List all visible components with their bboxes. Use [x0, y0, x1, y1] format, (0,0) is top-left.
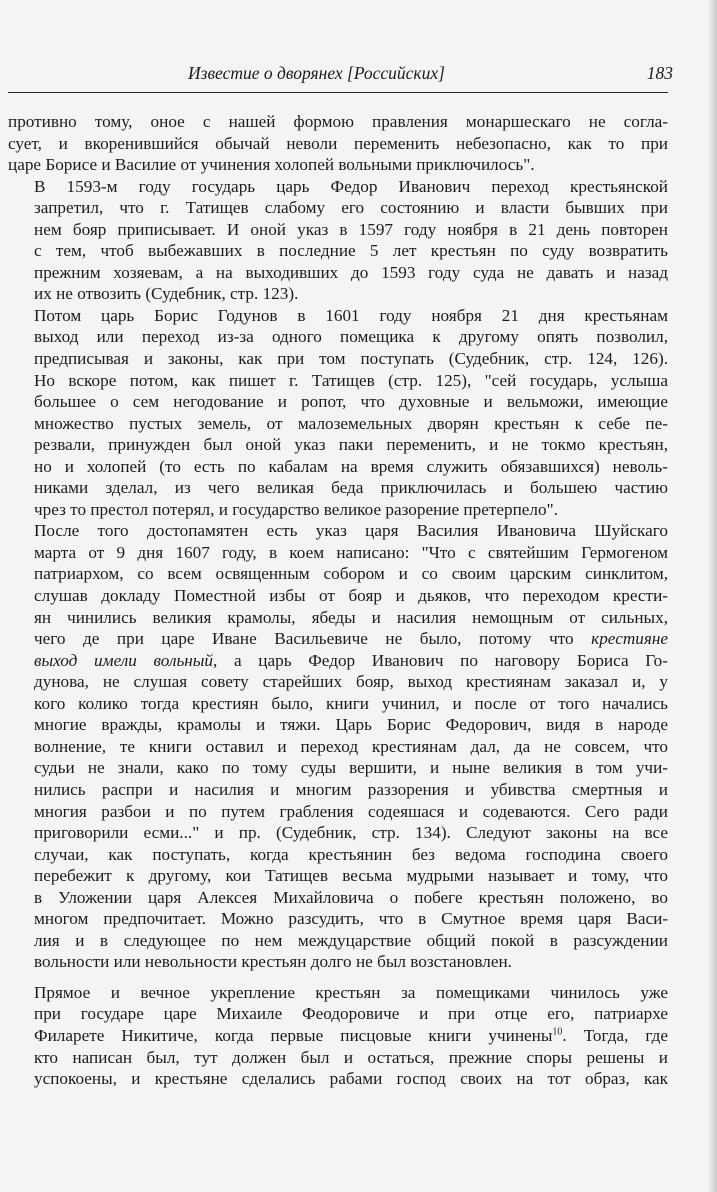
text-line: нились распри и насилия и многим раззорения и убивства смертныя и	[34, 779, 668, 799]
text-line: После того достопамятен есть указ царя Василия Ивановича Шуйскаго	[34, 521, 668, 541]
paragraph-4	[8, 520, 668, 972]
text-line: запретил, что г. Татищев слабому его состоянию и власти бывших при	[34, 198, 668, 218]
text-line: прежним хозяевам, а на выходивших до 1593 году суда не давать и назад	[34, 262, 668, 282]
paragraph-5	[8, 982, 668, 1090]
paragraph-2	[8, 176, 668, 305]
header-rule	[8, 92, 668, 93]
italic-emphasis: выход имели вольный	[34, 650, 214, 670]
text-line: вольности или невольности крестьян долго не был возстановлен.	[34, 952, 512, 972]
text-line: выход или переход из-за одного помещика к другому опять позволил,	[34, 327, 668, 347]
text-line: дунова, не слушая совету старейших бояр, выход крестиянам заказал и, у	[34, 672, 668, 692]
text-line: судьи не знали, како по тому суды вершити, и ныне великия в том учи-	[34, 758, 668, 778]
text-line	[8, 628, 668, 650]
text-line	[8, 1025, 668, 1047]
text-line	[8, 650, 668, 672]
text-line: сует, и вкоренившийся обычай неволи переменить небезопасно, как то при	[8, 133, 668, 153]
text-line: марта от 9 дня 1607 году, в коем написано: "Что с святейшим Гермогеном	[34, 542, 668, 562]
text-line: кто написан был, тут должен был и остаться, прежние споры решены и	[34, 1047, 668, 1067]
text-span: чего де при царе Иване Васильевиче не было, потому что	[34, 629, 592, 649]
page-edge-shadow	[708, 0, 717, 1192]
text-line: кого колико тогда крестиян было, книги учинил, и после от того начались	[34, 693, 668, 713]
text-line: резвали, принужден был оной указ паки переменить, и не токмо крестьян,	[34, 435, 668, 455]
text-line: перебежит к другому, кои Татищев весьма мудрыми называет и тому, что	[34, 866, 668, 886]
page-header	[0, 62, 717, 88]
text-line: нем бояр приписывает. И оной указ в 1597 году ноября в 21 день повторен	[34, 219, 668, 239]
text-line: большее о сем негодование и ропот, что духовные и вельможи, имеющие	[34, 392, 668, 412]
paragraph-3	[8, 305, 668, 520]
text-line: с тем, чтоб выбежавших в последние 5 лет крестьян по суду возвратить	[34, 241, 668, 261]
text-line: противно тому, оное с нашей формою правления монаршескаго не согла-	[8, 112, 668, 131]
text-line: в Уложении царя Алексея Михайловича о побеге крестьян положено, во	[34, 887, 668, 907]
text-line: успокоены, и крестьяне сделались рабами господ своих на тот образ, как	[34, 1069, 668, 1089]
text-line: Прямое и вечное укрепление крестьян за помещиками чинилось уже	[34, 982, 668, 1002]
text-line: случаи, как поступать, когда крестьянин без ведома господина своего	[34, 844, 668, 864]
text-line: при государе царе Михаиле Феодоровиче и при отце его, патриархе	[34, 1004, 668, 1024]
text-span: Филарете Никитиче, когда первые писцовые книги учинены	[34, 1025, 553, 1045]
text-line: их не отвозить (Судебник, стр. 123).	[34, 284, 299, 304]
italic-emphasis: крестияне	[591, 629, 668, 649]
running-title: Известие о дворянех [Российских]	[188, 63, 445, 83]
text-span: . Тогда, где	[562, 1025, 668, 1045]
text-line: волнение, те книги оставил и переход крестиянам дал, да не совсем, что	[34, 736, 668, 756]
text-line: многие вражды, крамолы и тяжи. Царь Борис Федорович, видя в народе	[34, 715, 668, 735]
text-line: Но вскоре потом, как пишет г. Татищев (стр. 125), "сей государь, услыша	[34, 370, 668, 390]
text-line: В 1593-м году государь царь Федор Иванович переход крестьянской	[34, 176, 668, 196]
text-line: многия разбои и по путем грабления содеяшася и содеваются. Сего ради	[34, 801, 668, 821]
text-line: чрез то престол потерял, и государство великое разорение претерпело".	[34, 499, 558, 519]
text-line: Потом царь Борис Годунов в 1601 году ноября 21 дня крестьянам	[34, 305, 668, 325]
text-line: но и холопей (то есть по кабалам на время служить обязавшихся) неволь-	[34, 456, 668, 476]
text-line: ян чинились великия крамолы, ябеды и насилия немощным от сильных,	[34, 607, 668, 627]
text-line: слушав докладу Поместной избы от бояр и дьяков, что переходом крести-	[34, 586, 668, 606]
text-span: , а царь Федор Иванович по наговору Бориса Го-	[213, 650, 668, 670]
text-line: лия и в следующее по нем междуцарствие общий покой в разсуждении	[34, 930, 668, 950]
text-line: никами зделал, из чего великая беда приключилась и большею частию	[34, 478, 668, 498]
text-line: царе Борисе и Василие от учинения холопей вольными приключилось".	[8, 155, 535, 175]
body-text	[8, 111, 668, 1090]
text-line: патриархом, со всем освященным собором и со своим царским синклитом,	[34, 564, 668, 584]
paragraph-1	[8, 111, 668, 176]
text-line: многом предпочитает. Можно разсудить, что в Смутное время царя Васи-	[34, 909, 668, 929]
text-line: предписывая и законы, как при том поступать (Судебник, стр. 124, 126).	[34, 349, 668, 369]
footnote-reference[interactable]: 10	[552, 1026, 563, 1038]
text-line: приговорили есми..." и пр. (Судебник, стр. 134). Следуют законы на все	[34, 823, 668, 843]
text-line: множество пустых земель, от малоземельных дворян крестьян к себе пе-	[34, 413, 668, 433]
page-number: 183	[646, 63, 673, 83]
